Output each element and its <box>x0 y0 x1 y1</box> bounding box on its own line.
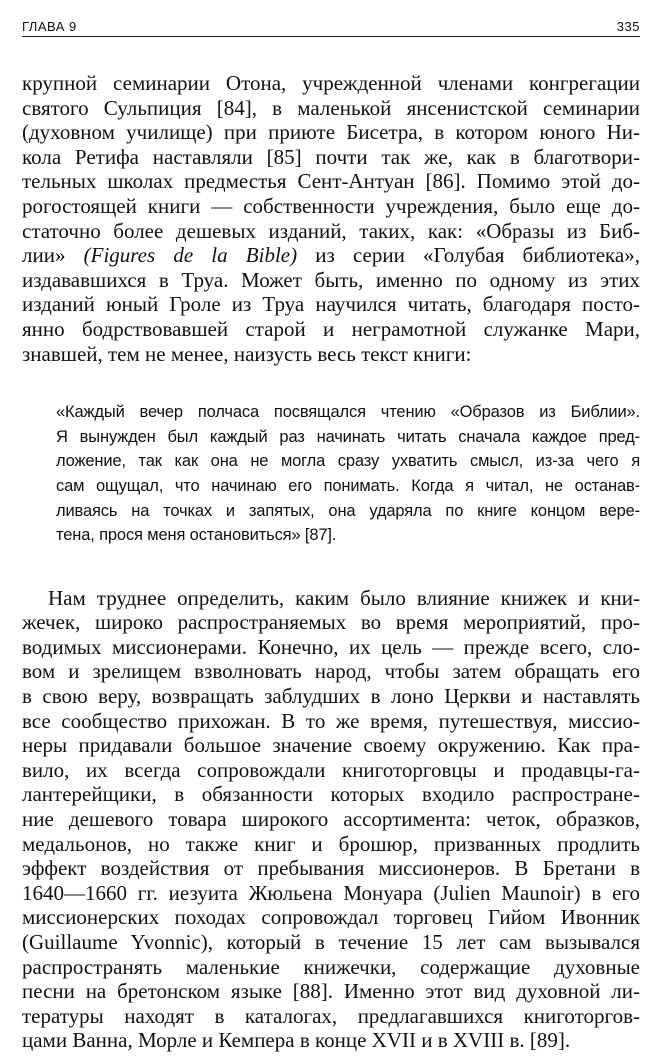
text-line: рогостоящей книги — собственности учреждения, было еще до- <box>22 193 640 218</box>
text-line: песни на бретонском языке [88]. Именно этот вид духовной ли- <box>22 979 640 1004</box>
text-line: цами Ванна, Морле и Кемпера в конце XVII и в XVIII в. [89]. <box>22 1028 571 1053</box>
paragraph-2 <box>22 586 640 1053</box>
text-line: (духовном училище) при приюте Бисетра, в котором юного Ни- <box>22 120 640 145</box>
text-line: изданий юный Гроле из Труа научился читать, благодаря посто- <box>22 292 640 317</box>
text-line: эффект воздействия от пребывания миссионеров. В Бретани в <box>22 856 640 881</box>
text-line: (Guillaume Yvonnic), который в течение 15 лет сам вызывался <box>22 930 640 954</box>
quote-line: тена, прося меня остановиться» [87]. <box>56 526 337 545</box>
text-line: водимых миссионерами. Конечно, их цель — прежде всего, сло- <box>22 634 640 659</box>
text-line: крупной семинарии Отона, учрежденной членами конгрегации <box>22 71 640 95</box>
text-line-with-italic: лии» (Figures de la Bible) из серии «Голубая библиотека», <box>22 243 640 268</box>
text-line: знавшей, тем не менее, наизусть весь текст книги: <box>22 341 472 366</box>
quote-line: сам ощущал, что начинаю его понимать. Когда я читал, не останав- <box>56 476 640 495</box>
chapter-label: ГЛАВА 9 <box>22 19 77 34</box>
text-line: вило, их всегда сопровождали книготорговцы и продавцы-га- <box>22 757 640 782</box>
italic-title: (Figures de la Bible) <box>83 243 298 268</box>
block-quote <box>56 400 640 548</box>
page-number: 335 <box>616 19 640 34</box>
book-page <box>22 12 640 1053</box>
text-line: все сообщество прихожан. В то же время, путешествуя, миссио- <box>22 708 640 733</box>
text-line: Нам труднее определить, каким было влияние книжек и кни- <box>48 585 640 610</box>
text-line: ние дешевого товара широкого ассортимента: четок, образков, <box>22 807 640 832</box>
text-line: статочно более дешевых изданий, таких, как: «Образы из Биб- <box>22 218 640 243</box>
text-line: неры придавали большое значение своему окружению. Как пра- <box>22 733 640 758</box>
text-line: тературы находят в каталогах, предлагавшихся книготоргов- <box>22 1003 640 1028</box>
text-line: жечек, широко распространяемых во время мероприятий, про- <box>22 610 640 635</box>
text-line: вом и зрелищем взволновать народ, чтобы затем обращать его <box>22 659 640 684</box>
quote-line: «Каждый вечер полчаса посвящался чтению «Образов из Библии». <box>56 403 640 422</box>
text-line: в свою веру, возвращать заблудших в лоно Церкви и наставлять <box>22 684 640 709</box>
text-line: медальонов, но также книг и брошюр, призванных продлить <box>22 831 640 856</box>
text-line: тельных школах предместья Сент-Антуан [86]. Помимо этой до- <box>22 169 640 194</box>
quote-line: Я вынужден был каждый раз начинать читать сначала каждое пред- <box>56 427 640 446</box>
text-line: распространять маленькие книжечки, содержащие духовные <box>22 954 640 979</box>
quote-line: ливаясь на точках и запятых, она ударяла по книге концом вере- <box>56 501 640 520</box>
text-line: издававшихся в Труа. Может быть, именно по одному из этих <box>22 267 640 292</box>
text-line: янно бодрствовавшей старой и неграмотной служанке Мари, <box>22 316 640 341</box>
quote-line: ложение, так как она не могла сразу ухватить смысл, из-за чего я <box>56 452 640 471</box>
paragraph-1 <box>22 71 640 366</box>
text-line: 1640—1660 гг. иезуита Жюльена Монуара (Julien Maunoir) в его <box>22 880 640 905</box>
text-line: кола Ретифа наставляли [85] почти так же, как в благотвори- <box>22 144 640 169</box>
text-line: святого Сульпиция [84], в маленькой янсенистской семинарии <box>22 95 640 120</box>
running-head <box>22 12 640 37</box>
text-line: миссионерских походах сопровождал торговец Гийом Ивонник <box>22 905 640 930</box>
text-line: лантерейщики, в обязанности которых входило распростране- <box>22 782 640 807</box>
